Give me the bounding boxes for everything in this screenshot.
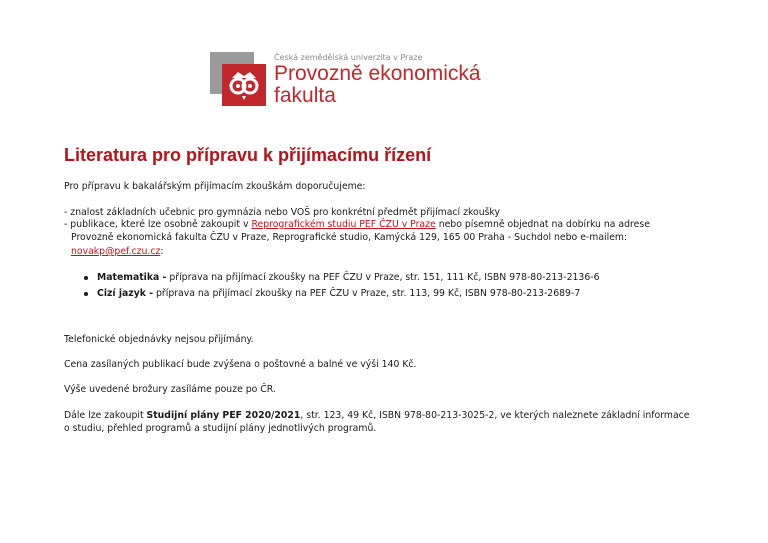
faculty-logo [210, 52, 481, 107]
list-item [84, 272, 600, 288]
bullet-icon [84, 292, 88, 296]
email-line: novakp@pef.czu.cz: [71, 246, 164, 257]
list-item [84, 288, 600, 304]
book-name: Matematika - [97, 272, 167, 283]
study-plans-text: Dále lze zakoupit Studijní plány PEF 2020/2021, str. 123, 49 Kč, ISBN 978-80-213-3025-2, ve kterých naleznete základní informace [64, 410, 690, 421]
phone-note: Telefonické objednávky nejsou přijímány. [64, 334, 254, 345]
recommendation-item-textbooks: - znalost základních učebnic pro gymnázia nebo VOŠ pro konkrétní předmět přijímací zkoušky [64, 207, 500, 218]
study-plans-text-line2: o studiu, přehled programů a studijní plány jednotlivých programů. [64, 423, 377, 434]
address-line: Provozně ekonomická fakulta ČZU v Praze, Reprografické studio, Kamýcká 129, 165 00 Praha - Suchdol nebo e-mailem: [71, 232, 628, 243]
email-link[interactable]: novakp@pef.czu.cz [71, 246, 161, 257]
book-name: Cizí jazyk - [97, 288, 154, 299]
university-name: Česká zemědělská univerzita v Praze [274, 53, 423, 62]
faculty-name-line2: fakulta [274, 84, 336, 107]
bullet-icon [84, 276, 88, 280]
faculty-name-line1: Provozně ekonomická [274, 62, 481, 85]
book-list [84, 272, 600, 304]
owl-logo-icon [210, 52, 266, 106]
price-note: Cena zasílaných publikací bude zvýšena o poštovné a balné ve výši 140 Kč. [64, 359, 417, 370]
intro-text: Pro přípravu k bakalářským přijímacím zkouškám doporučujeme: [64, 181, 366, 192]
shipping-note: Výše uvedené brožury zasíláme pouze po ČR. [64, 384, 276, 395]
recommendation-item-publications: - publikace, které lze osobně zakoupit v Reprografickém studiu PEF ČZU v Praze nebo písemně objednat na dobírku na adrese [64, 219, 650, 230]
reprography-studio-link[interactable]: Reprografickém studiu PEF ČZU v Praze [251, 219, 436, 230]
book-description: příprava na přijímací zkoušky na PEF ČZU v Praze, str. 151, 111 Kč, ISBN 978-80-213-2136-6 [166, 272, 600, 283]
book-description: příprava na přijímací zkoušky na PEF ČZU v Praze, str. 113, 99 Kč, ISBN 978-80-213-2689-7 [153, 288, 581, 299]
study-plans-title: Studijní plány PEF 2020/2021 [146, 410, 301, 421]
page-title: Literatura pro přípravu k přijímacímu řízení [64, 145, 432, 165]
